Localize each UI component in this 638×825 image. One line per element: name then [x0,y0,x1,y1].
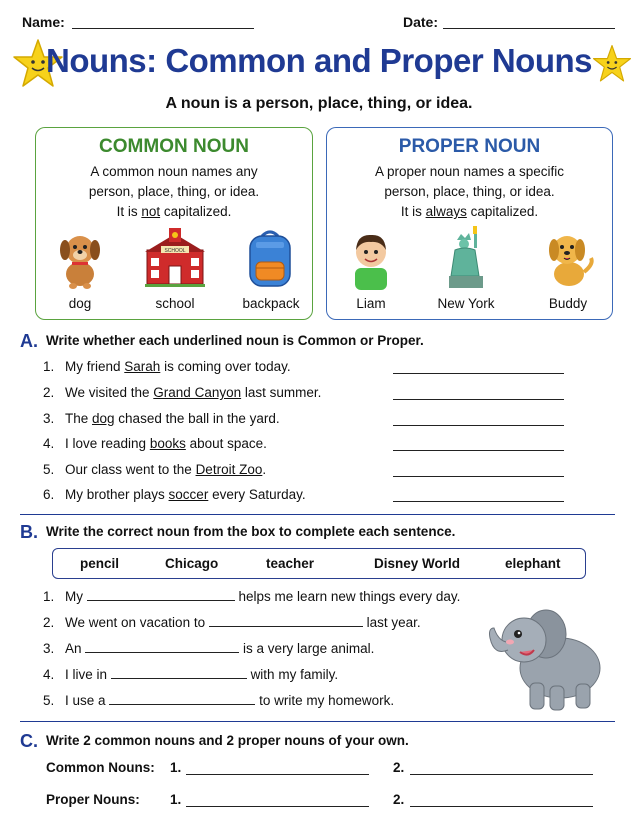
section-a-item: 6. My brother plays soccer every Saturday. [43,487,306,502]
answer-blank[interactable] [410,806,593,807]
picture-label-backpack: backpack [242,296,300,311]
fill-in-blank[interactable] [209,614,363,627]
answer-blank[interactable] [393,476,564,477]
backpack-icon [240,228,300,290]
school-sign-text: SCHOOL [164,248,186,254]
proper-nouns-label: Proper Nouns: [46,792,140,807]
word-bank-item: pencil [80,556,120,571]
answer-blank[interactable] [186,774,369,775]
fill-in-blank[interactable] [111,666,247,679]
word-bank-item: Chicago [165,556,219,571]
section-a-item: 1. My friend Sarah is coming over today. [43,359,291,374]
section-c-letter: C. [20,731,38,751]
fill-in-blank[interactable] [109,692,255,705]
proper-noun-desc-3: It is always capitalized. [400,204,539,219]
name-label: Name: [22,14,65,30]
blank-number: 2. [393,792,405,807]
section-a-letter: A. [20,331,38,351]
section-b-item: 5. I use a to write my homework. [43,693,395,708]
section-c-instruction: Write 2 common nouns and 2 proper nouns of your own. [46,733,409,748]
page-title: Nouns: Common and Proper Nouns [46,42,592,79]
statue-of-liberty-icon [437,224,497,290]
section-b-item: 4. I live in with my family. [43,667,339,682]
section-a-item: 5. Our class went to the Detroit Zoo. [43,462,267,477]
picture-label-new-york: New York [437,296,495,311]
school-icon [143,226,207,288]
word-bank [52,548,586,579]
answer-blank[interactable] [393,425,564,426]
section-b-letter: B. [20,522,38,542]
proper-noun-box [326,127,613,320]
word-bank-item: teacher [266,556,315,571]
elephant-icon [480,598,612,714]
proper-noun-desc-1: A proper noun names a specific [374,164,565,179]
section-a-item: 3. The dog chased the ball in the yard. [43,411,280,426]
date-field[interactable] [443,28,615,29]
section-b-instruction: Write the correct noun from the box to complete each sentence. [46,524,456,539]
name-field[interactable] [72,28,254,29]
common-noun-box [35,127,313,320]
section-divider [20,721,615,722]
fill-in-blank[interactable] [87,588,235,601]
boy-icon [341,228,401,290]
dog-icon [50,228,110,290]
section-a-item: 4. I love reading books about space. [43,436,267,451]
word-bank-item: Disney World [374,556,461,571]
picture-label-buddy: Buddy [548,296,588,311]
common-noun-desc-3: It is not capitalized. [116,204,232,219]
section-a-item: 2. We visited the Grand Canyon last summer. [43,385,322,400]
blank-number: 1. [170,792,182,807]
section-b-item: 1. My helps me learn new things every day. [43,589,461,604]
blank-number: 1. [170,760,182,775]
common-noun-desc-2: person, place, thing, or idea. [88,184,260,199]
common-noun-desc-1: A common noun names any [90,164,258,179]
answer-blank[interactable] [410,774,593,775]
answer-blank[interactable] [393,399,564,400]
word-bank-item: elephant [505,556,561,571]
puppy-icon [539,228,599,290]
common-nouns-label: Common Nouns: [46,760,155,775]
proper-noun-desc-2: person, place, thing, or idea. [384,184,555,199]
page-subtitle: A noun is a person, place, thing, or idea. [165,95,473,112]
fill-in-blank[interactable] [85,640,239,653]
blank-number: 2. [393,760,405,775]
section-a-instruction: Write whether each underlined noun is Common or Proper. [46,333,424,348]
answer-blank[interactable] [186,806,369,807]
section-b-item: 3. An is a very large animal. [43,641,375,656]
section-divider [20,514,615,515]
picture-label-liam: Liam [356,296,386,311]
section-b-item: 2. We went on vacation to last year. [43,615,421,630]
picture-label-dog: dog [68,296,92,311]
picture-label-school: school [155,296,195,311]
date-label: Date: [403,14,439,30]
answer-blank[interactable] [393,373,564,374]
answer-blank[interactable] [393,450,564,451]
proper-noun-title: PROPER NOUN [398,136,541,157]
common-noun-title: COMMON NOUN [99,136,249,157]
answer-blank[interactable] [393,501,564,502]
